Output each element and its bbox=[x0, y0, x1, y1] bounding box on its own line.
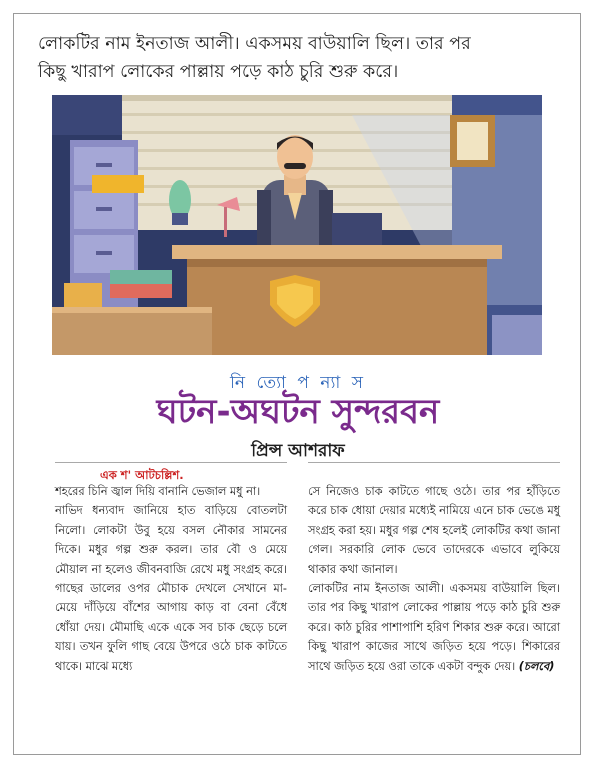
article-column-1 bbox=[55, 482, 287, 676]
paragraph-text: লোকটির নাম ইনতাজ আলী। একসময় বাউয়ালি ছিল। তার পর কিছু খারাপ লোকের পাল্লায় পড়ে কাঠ চুরি শুরু করে। কাঠ চুরির পাশাপাশি হরিণ শিকার শুরু করে। আরো কিছু খারাপ কাজের সাথে জড়িত হয়ে পড়ে। শিকারের সাথে জড়িত হয়ে ওরা তাকে একটা বন্দুক দেয়। bbox=[308, 582, 560, 673]
series-label: নি ত্যো প ন্যা স bbox=[230, 373, 366, 393]
article-column-2 bbox=[308, 482, 560, 676]
desk-icon bbox=[172, 245, 502, 355]
continued-label: (চলবে) bbox=[518, 659, 555, 673]
paragraph: নাভিদ ধন্যবাদ জানিয়ে হাত বাড়িয়ে বোতলটা নিলো। লোকটা উবু হয়ে বসল নৌকার সামনের দিকে। মধুর গল্প শুরু করল। তার বৌ ও মেয়ে মৌয়াল না হলেও জীবনবাজি রেখে মধু সংগ্রহ করে। গাছের ডালের ওপর মৌচাক দেখলে সেখানে মা-মেয়ে দাঁড়িয়ে বাঁশের আগায় কাড় বা বেনা বেঁধে ধোঁয়া দেয়। মৌমাছি একে একে সব চাক ছেড়ে চলে যায়। তখন ফুলি গাছ বেয়ে উপরে ওঠে চাক কাটতে থাকে। মাঝে মধ্যে bbox=[55, 504, 287, 673]
pull-quote-line-2: কিছু খারাপ লোকের পাল্লায় পড়ে কাঠ চুরি শুরু করে। bbox=[38, 62, 399, 82]
column-divider-left bbox=[55, 462, 287, 463]
serial-title: ঘটন-অঘটন সুন্দরবন bbox=[156, 392, 440, 432]
office-illustration bbox=[52, 95, 542, 355]
pull-quote bbox=[38, 30, 558, 86]
paragraph: সে নিজেও চাক কাটতে গাছে ওঠে। তার পর হাঁড়িতে করে চাক ধোয়া দেয়ার মধ্যেই নামিয়ে এনে চাক ভেঙে মধু সংগ্রহ করা হয়। মধুর গল্প শেষ হলেই লোকটির কথা জানা গেল। সরকারি লোক ভেবে তাদেরকে এভাবে লুকিয়ে থাকার কথা জানাল। bbox=[308, 485, 560, 576]
paragraph bbox=[308, 579, 560, 676]
column-divider-right bbox=[308, 462, 560, 463]
paragraph: শহরের চিনি জ্বাল দিয়ি বানানি ভেজাল মধু না। bbox=[55, 485, 261, 498]
author-name: প্রিন্স আশরাফ bbox=[251, 441, 345, 461]
chapter-number: এক শ' আটচল্লিশ. bbox=[100, 468, 184, 482]
pull-quote-line-1: লোকটির নাম ইনতাজ আলী। একসময় বাউয়ালি ছিল। তার পর bbox=[38, 34, 471, 54]
